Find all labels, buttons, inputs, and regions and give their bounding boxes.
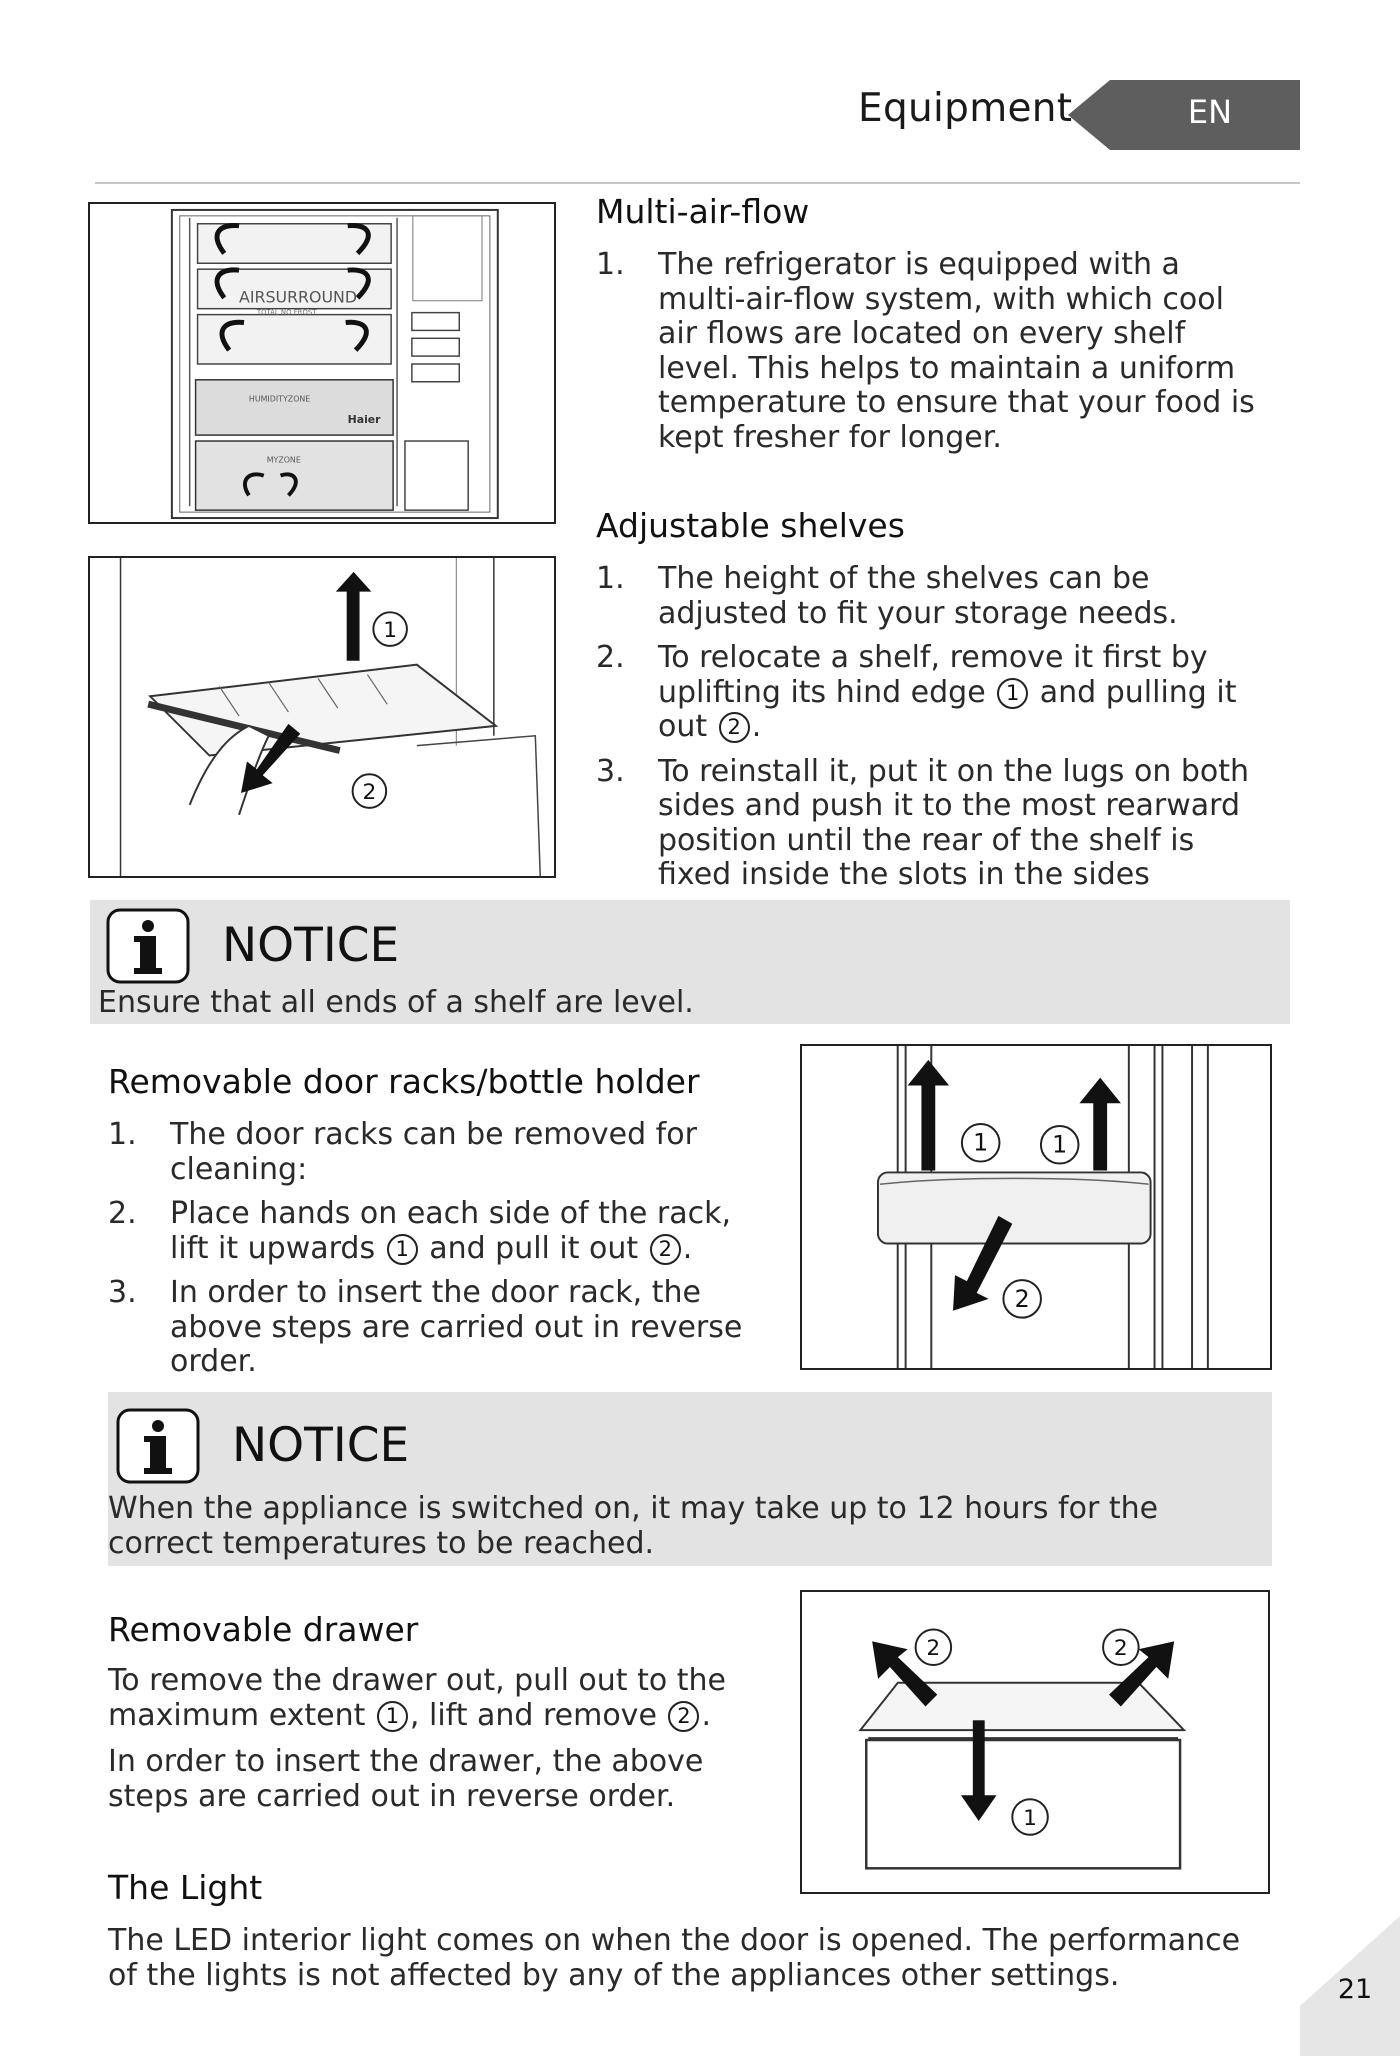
section-title: Equipment — [858, 86, 1073, 131]
info-icon — [116, 1408, 200, 1484]
drawer-punctuation: . — [701, 1697, 711, 1733]
language-tab: EN — [1187, 93, 1233, 131]
door-racks-steps — [108, 1118, 778, 1390]
step-number: 3. — [108, 1275, 137, 1310]
list-item — [108, 1118, 778, 1187]
drawer-heading: Removable drawer — [108, 1610, 419, 1649]
notice-title-1: NOTICE — [222, 918, 400, 973]
marker-1-label: 1 — [383, 618, 398, 644]
door-rack-figure — [800, 1044, 1272, 1370]
marker-1-icon: 1 — [997, 678, 1028, 709]
notice-text-1: Ensure that all ends of a shelf are level. — [98, 985, 694, 1020]
drawer-paragraph-1 — [108, 1664, 778, 1733]
step-text: and pulling it out — [658, 674, 1237, 744]
list-item — [596, 641, 1256, 745]
marker-1-right-label: 1 — [1052, 1130, 1068, 1159]
step-punctuation: . — [682, 1230, 693, 1266]
total-no-frost-label: TOTAL NO FROST — [256, 308, 317, 317]
marker-2-icon: 2 — [719, 712, 750, 743]
adjustable-shelves-steps — [596, 562, 1256, 903]
step-number: 1. — [596, 561, 625, 596]
step-text: The height of the shelves can be adjusted to fit your storage needs. — [658, 561, 1178, 631]
fridge-airflow-figure — [88, 202, 556, 524]
marker-2-left-label: 2 — [926, 1636, 941, 1662]
step-text: The door racks can be removed for cleaning: — [170, 1117, 697, 1187]
marker-2-icon: 2 — [668, 1701, 699, 1732]
list-item — [596, 248, 1256, 455]
light-text: The LED interior light comes on when the door is opened. The performance of the lights is not affected by any of the appliances other settings. — [108, 1923, 1241, 1993]
multi-air-flow-steps — [596, 248, 1256, 465]
info-icon — [106, 908, 190, 984]
myzone-label: MYZONE — [266, 455, 301, 465]
step-text: To relocate a shelf, remove it first by uplifting its hind edge — [658, 640, 1208, 710]
step-number: 1. — [596, 247, 625, 282]
drawer-figure — [800, 1590, 1270, 1894]
marker-2-icon: 2 — [650, 1234, 681, 1265]
step-text: The refrigerator is equipped with a multi-air-flow system, with which cool air flows are located on every shelf level. This helps to maintain a uniform temperature to ensure that your food is kept fresher for longer. — [658, 247, 1255, 455]
step-text: and pull it out — [429, 1230, 639, 1266]
list-item — [108, 1197, 778, 1266]
humidityzone-label: HUMIDITYZONE — [248, 394, 311, 404]
list-item — [596, 755, 1256, 893]
list-item — [108, 1276, 778, 1380]
drawer-removal-illustration — [802, 1592, 1268, 1892]
step-number: 2. — [596, 640, 625, 675]
shelf-figure — [88, 556, 556, 878]
fridge-airflow-illustration — [90, 204, 554, 522]
marker-1-icon: 1 — [387, 1234, 418, 1265]
marker-1-label: 1 — [1023, 1805, 1037, 1831]
step-punctuation: . — [751, 709, 762, 744]
notice-text-2: When the appliance is switched on, it may take up to 12 hours for the correct temperatures to be reached. — [108, 1491, 1159, 1561]
airsurround-label: AIRSURROUND — [239, 287, 358, 307]
marker-2-label: 2 — [362, 779, 377, 805]
list-item — [596, 562, 1256, 631]
marker-1-left-label: 1 — [973, 1128, 989, 1157]
step-text: To reinstall it, put it on the lugs on both sides and push it to the most rearward position until the rear of the shelf is fixed inside the slots in the sides — [658, 753, 1250, 892]
marker-1-icon: 1 — [377, 1701, 408, 1732]
right-up-arrow-icon — [1079, 1078, 1120, 1171]
door-racks-heading: Removable door racks/bottle holder — [108, 1062, 700, 1101]
light-heading: The Light — [108, 1868, 263, 1907]
notice-title-2: NOTICE — [232, 1418, 410, 1473]
haier-logo-label: Haier — [347, 413, 381, 427]
page-number: 21 — [1337, 1974, 1373, 2005]
left-up-arrow-icon — [908, 1060, 949, 1171]
step-number: 2. — [108, 1196, 137, 1231]
adjustable-shelves-heading: Adjustable shelves — [596, 506, 905, 545]
drawer-paragraph-2: In order to insert the drawer, the above steps are carried out in reverse order. — [108, 1744, 704, 1814]
marker-2-label: 2 — [1014, 1284, 1030, 1313]
step-text: In order to insert the door rack, the above steps are carried out in reverse order. — [170, 1275, 743, 1379]
up-arrow-icon — [336, 572, 372, 661]
shelf-removal-illustration — [90, 558, 554, 876]
drawer-text-part: , lift and remove — [409, 1697, 657, 1733]
marker-2-right-label: 2 — [1113, 1636, 1128, 1662]
step-text: Place hands on each side of the rack, lift it upwards — [170, 1196, 732, 1266]
door-rack-illustration — [802, 1046, 1270, 1368]
drawer-text-part: To remove the drawer out, pull out to the maximum extent — [108, 1663, 726, 1733]
step-number: 3. — [596, 753, 625, 789]
drawer-text — [108, 1664, 778, 1826]
multi-air-flow-heading: Multi-air-flow — [596, 192, 810, 231]
header-divider — [95, 182, 1300, 184]
step-number: 1. — [108, 1117, 137, 1152]
